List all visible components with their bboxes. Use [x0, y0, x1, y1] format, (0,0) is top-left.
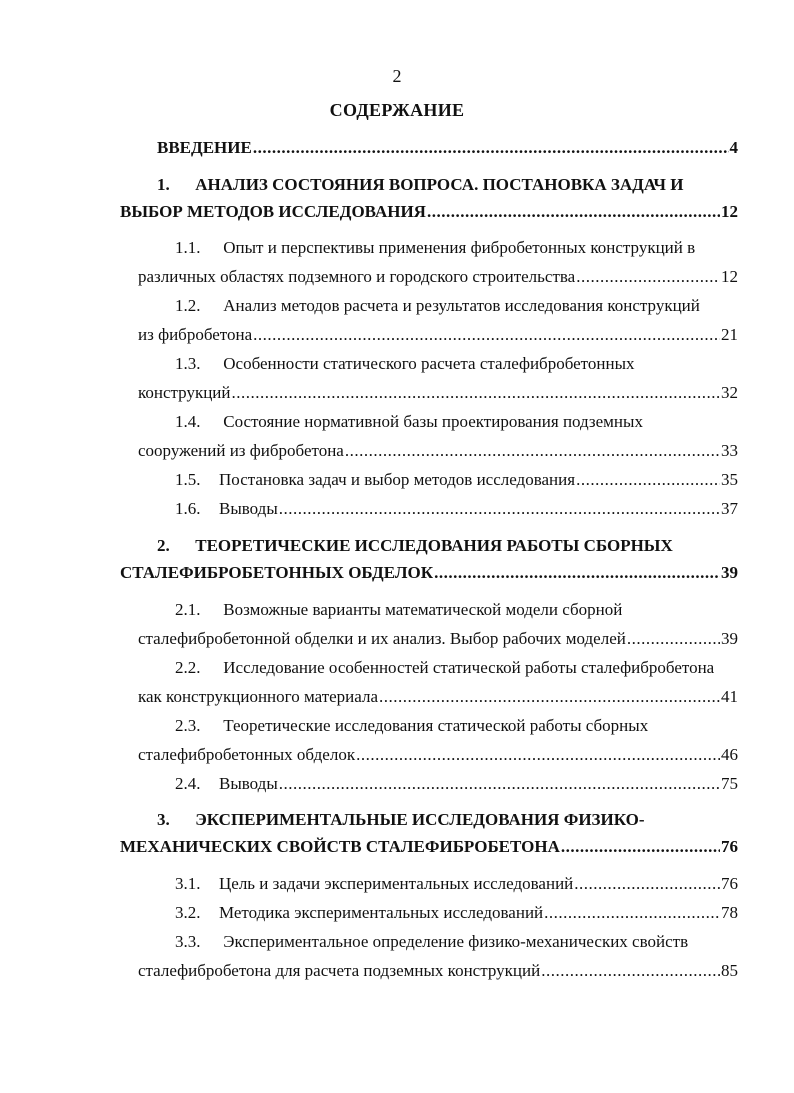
- toc-entry-page: 37: [721, 499, 738, 518]
- toc-entry-page: 32: [721, 383, 738, 402]
- chapter-title-line2: МЕХАНИЧЕСКИХ СВОЙСТВ СТАЛЕФИБРОБЕТОНА: [120, 837, 560, 856]
- toc-section-3-3-line1[interactable]: [175, 932, 688, 952]
- section-title-line1: Экспериментальное определение физико-механических свойств: [223, 932, 689, 951]
- toc-entry-page: 41: [721, 687, 738, 706]
- section-title: Постановка задач и выбор методов исследования: [219, 470, 576, 489]
- toc-section-3-3-line2[interactable]: [138, 961, 738, 983]
- toc-chapter-2-line2[interactable]: [120, 563, 738, 585]
- section-title-line1: Возможные варианты математической модели сборной: [223, 600, 623, 619]
- page-number: 2: [392, 66, 402, 86]
- toc-section-1-1-line2[interactable]: [138, 267, 738, 289]
- leader-dots: [253, 325, 720, 345]
- toc-entry-page: 76: [721, 837, 738, 856]
- chapter-title-line2: СТАЛЕФИБРОБЕТОННЫХ ОБДЕЛОК: [120, 563, 434, 582]
- leader-dots: [576, 267, 720, 287]
- chapter-title-line2: ВЫБОР МЕТОДОВ ИССЛЕДОВАНИЯ: [120, 202, 426, 221]
- section-title-line1: Особенности статического расчета сталефибробетонных: [223, 354, 635, 373]
- toc-entry-page: 33: [721, 441, 738, 460]
- leader-dots: [345, 441, 720, 461]
- section-number: 1.3.: [175, 354, 201, 373]
- section-title-line2: сталефибробетона для расчета подземных конструкций: [138, 961, 541, 980]
- toc-section-2-3-line1[interactable]: [175, 716, 648, 736]
- leader-dots: [576, 470, 720, 490]
- toc-section-2-1-line2[interactable]: [138, 629, 738, 651]
- section-title-line2: сооружений из фибробетона: [138, 441, 344, 460]
- section-number: 1.5.: [175, 470, 201, 489]
- toc-section-1-3-line2[interactable]: [138, 383, 738, 405]
- section-title-line2: как конструкционного материала: [138, 687, 379, 706]
- section-title-line2: сталефибробетонной обделки и их анализ. Выбор рабочих моделей: [138, 629, 626, 648]
- section-number: 2.3.: [175, 716, 201, 735]
- chapter-title-line1: ТЕОРЕТИЧЕСКИЕ ИССЛЕДОВАНИЯ РАБОТЫ СБОРНЫХ: [195, 536, 673, 555]
- leader-dots: [253, 138, 729, 158]
- section-title-line1: Состояние нормативной базы проектирования подземных: [223, 412, 643, 431]
- toc-section-2-4[interactable]: [175, 774, 738, 796]
- chapter-number: 3.: [157, 810, 170, 829]
- toc-entry-page: 85: [721, 961, 738, 980]
- leader-dots: [356, 745, 720, 765]
- leader-dots: [541, 961, 720, 981]
- section-title-line2: сталефибробетонных обделок: [138, 745, 356, 764]
- toc-section-1-4-line1[interactable]: [175, 412, 643, 432]
- toc-entry-page: 21: [721, 325, 738, 344]
- section-number: 2.2.: [175, 658, 201, 677]
- section-number: 1.2.: [175, 296, 201, 315]
- leader-dots: [279, 774, 720, 794]
- toc-section-1-2-line2[interactable]: [138, 325, 738, 347]
- section-title-line2: различных областях подземного и городского строительства: [138, 267, 576, 286]
- leader-dots: [379, 687, 720, 707]
- section-title: Цель и задачи экспериментальных исследований: [219, 874, 574, 893]
- toc-entry-intro[interactable]: [157, 138, 738, 160]
- section-number: 2.4.: [175, 774, 201, 793]
- toc-entry-page: 12: [721, 267, 738, 286]
- toc-section-1-4-line2[interactable]: [138, 441, 738, 463]
- leader-dots: [574, 874, 720, 894]
- toc-chapter-2-line1[interactable]: [157, 536, 673, 556]
- toc-entry-page: 39: [721, 629, 738, 648]
- toc-section-2-2-line1[interactable]: [175, 658, 714, 678]
- toc-chapter-1-line2[interactable]: [120, 202, 738, 224]
- toc-chapter-3-line2[interactable]: [120, 837, 738, 859]
- section-number: 3.1.: [175, 874, 201, 893]
- toc-chapter-1-line1[interactable]: [157, 175, 684, 195]
- toc-section-1-3-line1[interactable]: [175, 354, 635, 374]
- toc-section-1-1-line1[interactable]: [175, 238, 695, 258]
- leader-dots: [561, 837, 720, 857]
- section-number: 2.1.: [175, 600, 201, 619]
- toc-entry-page: 75: [721, 774, 738, 793]
- toc-entry-page: 39: [721, 563, 738, 582]
- chapter-number: 1.: [157, 175, 170, 194]
- toc-section-2-1-line1[interactable]: [175, 600, 622, 620]
- leader-dots: [279, 499, 720, 519]
- section-number: 1.1.: [175, 238, 201, 257]
- leader-dots: [544, 903, 720, 923]
- section-title-line1: Анализ методов расчета и результатов исследования конструкций: [223, 296, 700, 315]
- chapter-title-line1: АНАЛИЗ СОСТОЯНИЯ ВОПРОСА. ПОСТАНОВКА ЗАДАЧ И: [195, 175, 684, 194]
- section-title-line1: Исследование особенностей статической работы сталефибробетона: [223, 658, 715, 677]
- section-number: 3.3.: [175, 932, 201, 951]
- toc-entry-page: 76: [721, 874, 738, 893]
- toc-section-3-1[interactable]: [175, 874, 738, 896]
- toc-entry-page: 12: [721, 202, 738, 221]
- toc-entry-page: 46: [721, 745, 738, 764]
- section-number: 1.4.: [175, 412, 201, 431]
- section-number: 3.2.: [175, 903, 201, 922]
- toc-entry-label: ВВЕДЕНИЕ: [157, 138, 252, 157]
- leader-dots: [627, 629, 720, 649]
- toc-title: СОДЕРЖАНИЕ: [329, 100, 465, 120]
- section-number: 1.6.: [175, 499, 201, 518]
- toc-entry-page: 35: [721, 470, 738, 489]
- section-title-line1: Теоретические исследования статической работы сборных: [223, 716, 649, 735]
- toc-section-1-2-line1[interactable]: [175, 296, 700, 316]
- leader-dots: [427, 202, 720, 222]
- toc-section-1-6[interactable]: [175, 499, 738, 521]
- section-title: Выводы: [219, 499, 278, 518]
- section-title-line1: Опыт и перспективы применения фибробетонных конструкций в: [223, 238, 696, 257]
- toc-entry-page: 78: [721, 903, 738, 922]
- leader-dots: [434, 563, 720, 583]
- leader-dots: [232, 383, 720, 403]
- toc-chapter-3-line1[interactable]: [157, 810, 645, 830]
- section-title-line2: конструкций: [138, 383, 231, 402]
- section-title: Методика экспериментальных исследований: [219, 903, 544, 922]
- toc-entry-page: 4: [729, 138, 738, 157]
- toc-section-2-3-line2[interactable]: [138, 745, 738, 767]
- chapter-title-line1: ЭКСПЕРИМЕНТАЛЬНЫЕ ИССЛЕДОВАНИЯ ФИЗИКО-: [195, 810, 645, 829]
- toc-section-1-5[interactable]: [175, 470, 738, 492]
- section-title: Выводы: [219, 774, 278, 793]
- section-title-line2: из фибробетона: [138, 325, 253, 344]
- chapter-number: 2.: [157, 536, 170, 555]
- toc-section-3-2[interactable]: [175, 903, 738, 925]
- toc-section-2-2-line2[interactable]: [138, 687, 738, 709]
